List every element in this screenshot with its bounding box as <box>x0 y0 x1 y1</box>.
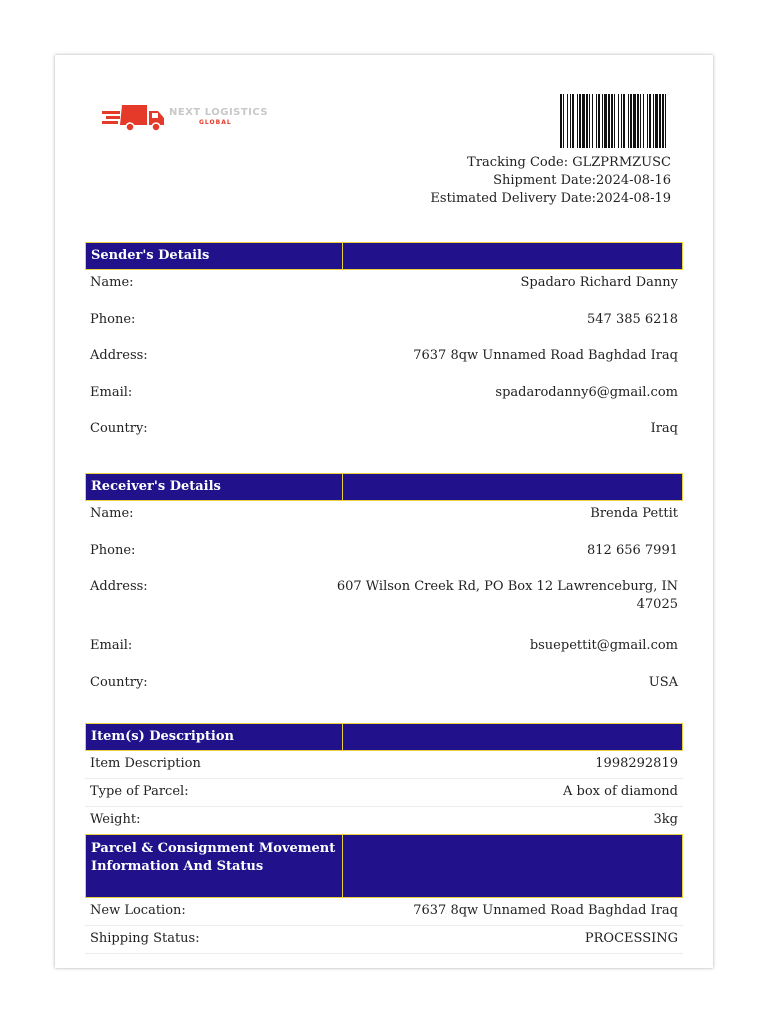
items-section <box>85 723 683 835</box>
detail-row <box>85 670 683 707</box>
row-label: Address: <box>90 579 148 594</box>
tracking-code: Tracking Code: GLZPRMZUSC <box>467 155 671 170</box>
section-header <box>85 834 683 898</box>
sender-section <box>85 242 683 453</box>
section-header <box>85 723 683 751</box>
section-header <box>85 473 683 501</box>
row-value: 7637 8qw Unnamed Road Baghdad Iraq <box>413 903 678 918</box>
row-label: Country: <box>90 674 148 690</box>
detail-row <box>85 343 683 380</box>
row-label: Phone: <box>90 542 136 558</box>
detail-row <box>85 538 683 575</box>
section-title: Item(s) Description <box>85 723 343 751</box>
company-logo <box>102 99 292 133</box>
movement-section <box>85 834 683 954</box>
row-value: 812 656 7991 <box>587 542 678 558</box>
shipment-date: Shipment Date:2024-08-16 <box>493 173 671 188</box>
row-label: Item Description <box>90 756 201 771</box>
row-label: Country: <box>90 421 148 436</box>
row-label: Address: <box>90 348 148 363</box>
row-label: Email: <box>90 384 133 400</box>
detail-row <box>85 307 683 344</box>
row-value: Iraq <box>650 421 678 436</box>
detail-row <box>85 807 683 835</box>
row-label: Phone: <box>90 311 136 327</box>
row-label: Type of Parcel: <box>90 784 189 799</box>
row-value: 7637 8qw Unnamed Road Baghdad Iraq <box>413 348 678 363</box>
section-title: Sender's Details <box>85 242 343 270</box>
detail-row <box>85 751 683 779</box>
section-header <box>85 242 683 270</box>
row-label: Name: <box>90 506 134 521</box>
row-value: 547 385 6218 <box>587 311 678 327</box>
row-label: Name: <box>90 275 134 290</box>
barcode <box>560 94 668 148</box>
detail-row <box>85 416 683 453</box>
section-title: Receiver's Details <box>85 473 343 501</box>
row-label: Email: <box>90 638 133 653</box>
detail-row <box>85 779 683 807</box>
receiver-section <box>85 473 683 706</box>
detail-row <box>85 501 683 538</box>
row-label: New Location: <box>90 903 186 918</box>
row-value: 3kg <box>653 812 678 827</box>
tracking-info <box>430 154 671 208</box>
delivery-date: Estimated Delivery Date:2024-08-19 <box>430 191 671 206</box>
row-value: Spadaro Richard Danny <box>520 275 678 290</box>
row-value: 1998292819 <box>595 756 678 771</box>
row-label: Shipping Status: <box>90 931 200 946</box>
row-value: A box of diamond <box>563 784 678 799</box>
row-value: PROCESSING <box>584 931 678 946</box>
detail-row <box>85 380 683 417</box>
row-value: spadarodanny6@gmail.com <box>495 384 678 400</box>
detail-row <box>85 574 683 633</box>
brand-name: NEXT LOGISTICS <box>169 107 269 118</box>
detail-row <box>85 926 683 954</box>
section-title: Parcel & Consignment Movement Information And Status <box>85 834 343 898</box>
row-value: Brenda Pettit <box>590 506 678 521</box>
detail-row <box>85 270 683 307</box>
row-value: 607 Wilson Creek Rd, PO Box 12 Lawrenceburg, IN 47025 <box>336 579 678 612</box>
row-value: USA <box>648 674 678 690</box>
detail-row <box>85 633 683 670</box>
row-value: bsuepettit@gmail.com <box>529 638 678 653</box>
brand-subtitle: GLOBAL <box>199 119 232 126</box>
row-label: Weight: <box>90 812 141 827</box>
shipment-receipt <box>55 55 713 968</box>
detail-row <box>85 898 683 926</box>
